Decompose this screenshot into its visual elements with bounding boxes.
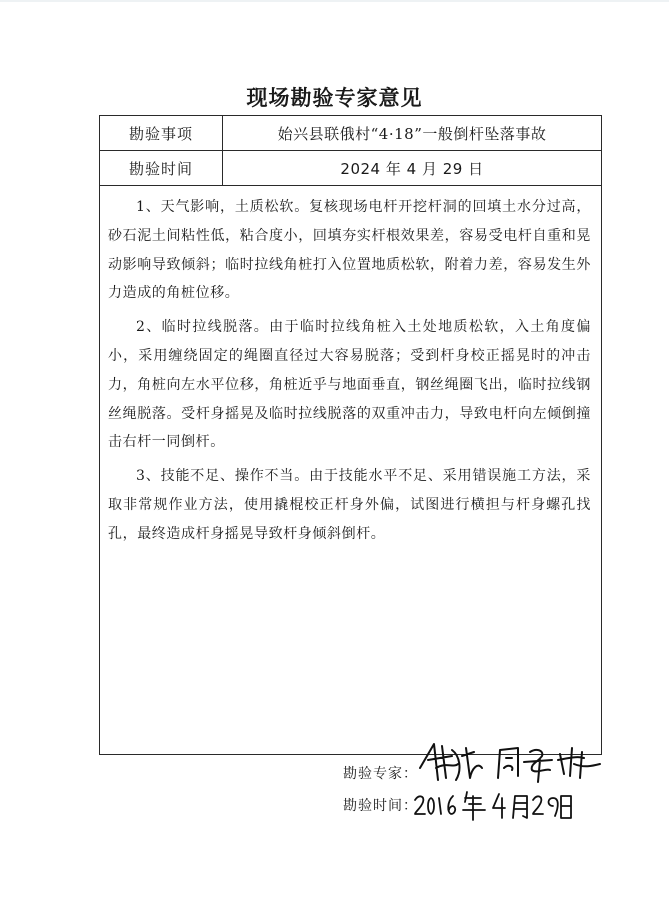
opinion-body <box>108 193 591 554</box>
item-label: 勘验事项 <box>100 116 223 150</box>
form-row-item <box>100 115 601 150</box>
handwritten-signature-names <box>412 738 612 788</box>
opinion-paragraph-3: 3、技能不足、操作不当。由于技能水平不足、采用错误施工方法，采取非常规作业方法，使用撬棍校正杆身外偏，试图进行横担与杆身螺孔找孔，最终造成杆身摇晃导致杆身倾斜倒杆。 <box>108 468 591 542</box>
time-label: 勘验时间 <box>100 151 223 185</box>
handwritten-signature-date <box>413 788 573 822</box>
item-value: 始兴县联俄村“4·18”一般倒杆坠落事故 <box>277 124 547 143</box>
page-title: 现场勘验专家意见 <box>246 86 423 110</box>
scan-edge <box>0 0 669 2</box>
opinion-form <box>99 115 602 755</box>
time-value: 2024 年 4 月 29 日 <box>340 159 484 178</box>
opinion-paragraph-2: 2、临时拉线脱落。由于临时拉线角桩入土处地质松软，入土角度偏小，采用缠绕固定的绳圈直径过大容易脱落；受到杆身校正摇晃时的冲击力，角桩向左水平位移，角桩近乎与地面垂直，钢丝绳圈飞出，临时拉线钢丝绳脱落。受杆身摇晃及临时拉线脱落的双重冲击力，导致电杆向左倾倒撞击右杆一同倒杆。 <box>108 319 591 451</box>
experts-label: 勘验专家： <box>343 766 418 782</box>
date-label: 勘验时间： <box>343 798 418 814</box>
opinion-paragraph-1: 1、天气影响，土质松软。复核现场电杆开挖杆洞的回填土水分过高，砂石泥土间粘性低，粘合度小，回填夯实杆根效果差，容易受电杆自重和晃动影响导致倾斜；临时拉线角桩打入位置地质松软，附着力差，容易发生外力造成的角桩位移。 <box>108 199 591 302</box>
form-row-time <box>100 150 601 185</box>
divider <box>100 185 601 186</box>
